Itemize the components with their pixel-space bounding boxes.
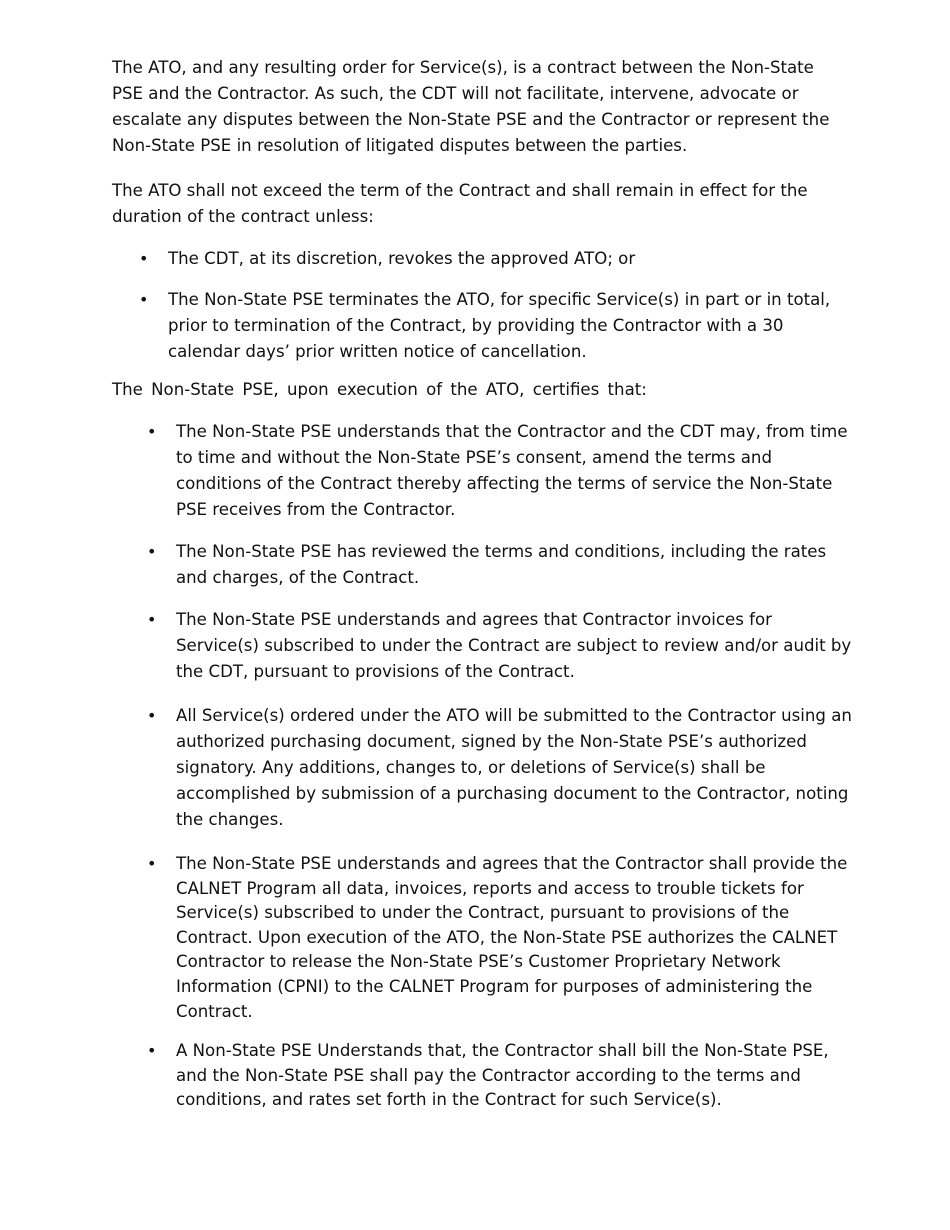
bullet-icon: • — [147, 422, 157, 441]
contract-relationship-paragraph: The ATO, and any resulting order for Service(s), is a contract between the Non-State PSE and the Contractor. As such, the CDT will not facilitate, intervene, advocate or escalate any disputes between the Non-State PSE and the Contractor or represent the Non-State PSE in resolution of litigated disputes between the parties. — [112, 58, 830, 155]
list-item: • The Non-State PSE understands and agrees that the Contractor shall provide the CALNET Program all data, invoices, reports and access to trouble tickets for Service(s) subscribed to under the Contract, pursuant to provisions of the Contract. Upon execution of the ATO, the Non-State PSE authorizes the CALNET Contractor to release the Non-State PSE’s Customer Proprietary Network Information (CPNI) to the CALNET Program for purposes of administering the Contract. — [147, 854, 848, 1021]
document-page — [112, 55, 857, 1113]
bullet-icon: • — [147, 1041, 157, 1061]
term-conditions-list — [112, 246, 857, 365]
list-item: • The Non-State PSE understands and agrees that Contractor invoices for Service(s) subscribed to under the Contract are subject to review and/or audit by the CDT, pursuant to provisions of the Contract. — [112, 607, 857, 685]
bullet-icon: • — [139, 290, 149, 309]
bullet-icon: • — [147, 854, 157, 873]
certification-intro: The Non-State PSE, upon execution of the ATO, certifies that: — [112, 380, 647, 399]
certifications-list — [112, 419, 857, 1113]
list-item: • The CDT, at its discretion, revokes the approved ATO; or — [112, 246, 857, 272]
list-item: • The Non-State PSE has reviewed the terms and conditions, including the rates and charges, of the Contract. — [112, 539, 857, 591]
bullet-icon: • — [147, 706, 157, 725]
list-item: • A Non-State PSE Understands that, the Contractor shall bill the Non-State PSE, and the Non-State PSE shall pay the Contractor according to the terms and conditions, and rates set forth in the Contract for such Service(s). — [147, 1041, 829, 1110]
list-item: • The Non-State PSE understands that the Contractor and the CDT may, from time to time and without the Non-State PSE’s consent, amend the terms and conditions of the Contract thereby affecting the terms of service the Non-State PSE receives from the Contractor. — [112, 419, 857, 523]
list-item: • All Service(s) ordered under the ATO will be submitted to the Contractor using an authorized purchasing document, signed by the Non-State PSE’s authorized signatory. Any additions, changes to, or deletions of Service(s) shall be accomplished by submission of a purchasing document to the Contractor, noting the changes. — [112, 703, 857, 833]
bullet-icon: • — [139, 249, 149, 268]
list-item: • The Non-State PSE terminates the ATO, for specific Service(s) in part or in total, prior to termination of the Contract, by providing the Contractor with a 30 calendar days’ prior written notice of cancellation. — [112, 287, 857, 365]
bullet-icon: • — [147, 610, 157, 629]
bullet-icon: • — [147, 542, 157, 561]
term-paragraph: The ATO shall not exceed the term of the Contract and shall remain in effect for the duration of the contract unless: — [112, 181, 808, 226]
